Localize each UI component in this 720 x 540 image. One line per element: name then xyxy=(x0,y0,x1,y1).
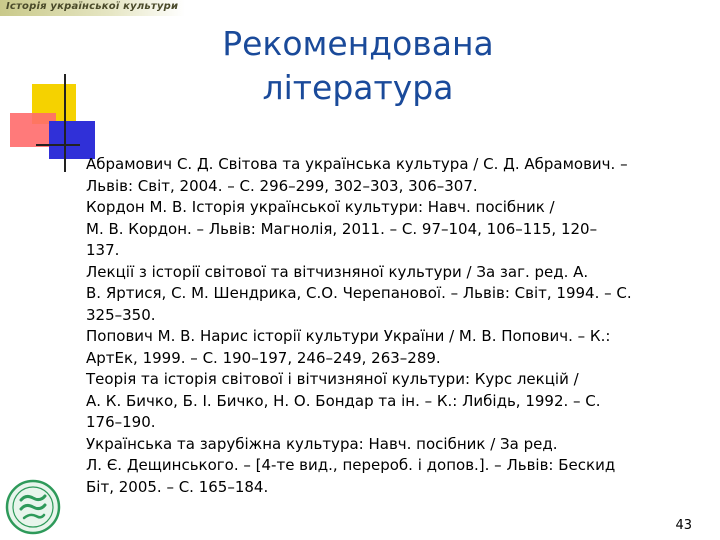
bibliography-line: Кордон М. В. Історія української культури: Навч. посібник / xyxy=(86,198,555,216)
banner-text: Історія української культури xyxy=(6,1,179,12)
bibliography-line: Л. Є. Дещинського. – [4-те вид., перероб. і допов.]. – Львів: Бескид xyxy=(86,456,616,474)
bibliography-line: АртЕк, 1999. – С. 190–197, 246–249, 263–289. xyxy=(86,348,441,367)
header-banner xyxy=(0,0,185,16)
decor-horizontal-line xyxy=(36,144,80,146)
slide-title xyxy=(208,22,508,110)
bibliography-line: Українська та зарубіжна культура: Навч. посібник / За ред. xyxy=(86,434,558,453)
bibliography-line: Попович М. В. Нарис історії культури України / М. В. Попович. – К.: xyxy=(86,327,611,345)
title-line-1: Рекомендована xyxy=(222,24,494,63)
university-logo-icon xyxy=(4,478,62,536)
bibliography-line: Біт, 2005. – С. 165–184. xyxy=(86,477,269,496)
bibliography-line: Абрамович С. Д. Світова та українська культура / С. Д. Абрамович. – xyxy=(86,155,628,173)
bibliography-line: Львів: Світ, 2004. – С. 296–299, 302–303, 306–307. xyxy=(86,176,478,195)
page-number: 43 xyxy=(675,518,692,533)
bibliography-line: Лекції з історії світової та вітчизняної культури / За заг. ред. А. xyxy=(86,262,589,281)
bibliography-line: В. Яртися, С. М. Шендрика, С.О. Черепанової. – Львів: Світ, 1994. – С. xyxy=(86,284,632,302)
title-line-2: література xyxy=(262,68,454,107)
bibliography-line: 137. xyxy=(86,241,120,259)
decor-vertical-line xyxy=(64,74,66,172)
bibliography-line: 325–350. xyxy=(86,305,156,324)
bibliography-line: М. В. Кордон. – Львів: Магнолія, 2011. – С. 97–104, 106–115, 120– xyxy=(86,219,598,238)
bibliography-list xyxy=(86,154,686,498)
bibliography-line: 176–190. xyxy=(86,413,156,431)
bibliography-line: Теорія та історія світової і вітчизняної культури: Курс лекцій / xyxy=(86,370,579,388)
bibliography-line: А. К. Бичко, Б. І. Бичко, Н. О. Бондар та ін. – К.: Либідь, 1992. – С. xyxy=(86,391,601,410)
